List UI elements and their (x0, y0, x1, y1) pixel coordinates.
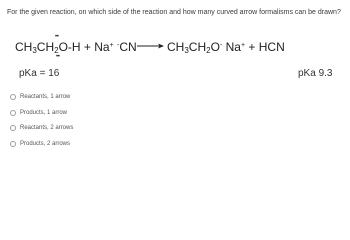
product-side (167, 40, 285, 54)
cyanide-text: CN (119, 40, 137, 54)
answer-options (10, 93, 73, 155)
product-subscript: 3 (184, 46, 189, 55)
product-text: + HCN (245, 40, 285, 54)
product-text: CH (167, 40, 185, 54)
product-text: CH (188, 40, 207, 54)
cyanide-charge: - (117, 42, 120, 49)
option-products-1-arrow[interactable] (10, 109, 73, 117)
pka-product: pKa 9.3 (298, 68, 333, 79)
radio-button[interactable] (10, 110, 16, 116)
pka-reactant: pKa = 16 (19, 68, 60, 79)
radio-button[interactable] (10, 125, 16, 131)
ethoxide-charge: - (219, 42, 223, 49)
product-text: O (210, 40, 220, 54)
product-text: Na (222, 40, 241, 54)
option-reactants-2-arrows[interactable] (10, 124, 73, 132)
option-label: Products, 2 arrows (20, 140, 71, 147)
option-reactants-1-arrow[interactable] (10, 93, 73, 101)
reactant-text: O-H + Na (58, 40, 110, 54)
oxygen-lone-pair-top: • • (55, 34, 58, 40)
reactant-text: CH (15, 40, 33, 54)
sodium-charge: + (240, 42, 246, 49)
reactant-side (15, 40, 137, 54)
sodium-charge: + (109, 42, 114, 49)
oxygen-lone-pair-bottom: • • (56, 54, 59, 60)
radio-button[interactable] (10, 94, 16, 100)
reactant-text: CH (36, 40, 55, 54)
reactant-subscript: 2 (54, 46, 59, 55)
reaction-arrow-icon (136, 41, 164, 51)
option-label: Reactants, 1 arrow (20, 94, 71, 100)
option-products-2-arrows[interactable] (10, 140, 73, 148)
radio-button[interactable] (10, 141, 16, 147)
option-label: Reactants, 2 arrows (20, 125, 74, 131)
product-subscript: 2 (206, 46, 211, 55)
question-text: For the given reaction, on which side of the reaction and how many curved arrow formalisms can be drawn? (7, 9, 341, 16)
option-label: Products, 1 arrow (20, 109, 68, 116)
reactant-subscript: 3 (32, 46, 37, 55)
